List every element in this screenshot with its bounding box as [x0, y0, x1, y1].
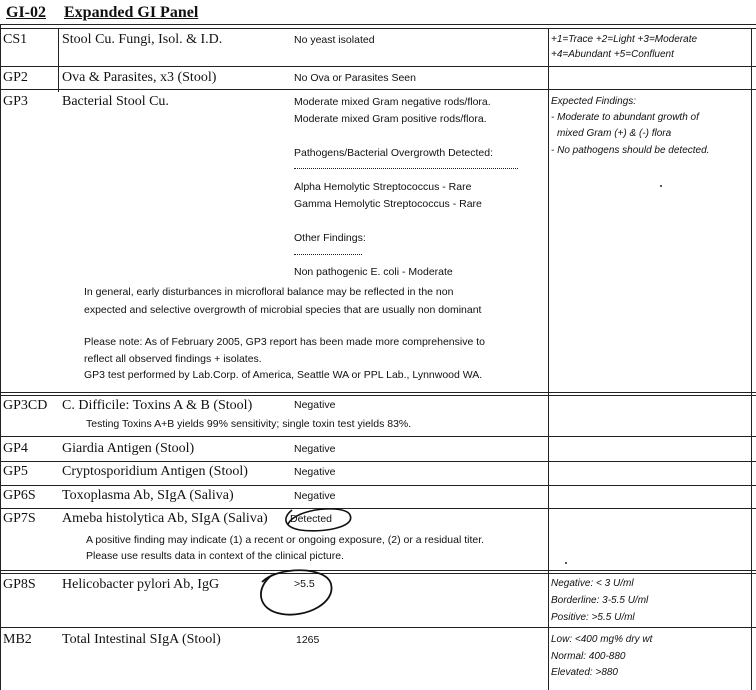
test-name: Helicobacter pylori Ab, IgG [62, 577, 220, 592]
scan-speck [565, 562, 567, 564]
note-line: Testing Toxins A+B yields 99% sensitivity; single toxin test yields 83%. [86, 418, 412, 430]
reference-line: +1=Trace +2=Light +3=Moderate [551, 34, 698, 45]
result-line: Alpha Hemolytic Streptococcus - Rare [294, 181, 472, 193]
test-code: GP3CD [3, 398, 48, 413]
reference-line: - Moderate to abundant growth of [551, 112, 699, 123]
test-result: Detected [290, 513, 333, 525]
note-line: Please use results data in context of the clinical picture. [86, 550, 344, 562]
test-result: >5.5 [294, 578, 315, 590]
reference-line: Borderline: 3-5.5 U/ml [551, 595, 649, 606]
test-code: GP5 [3, 464, 28, 479]
note-line: expected and selective overgrowth of microbial species that are usually non dominant [84, 304, 482, 316]
test-result: Negative [294, 466, 336, 478]
result-line: Other Findings: [294, 232, 366, 244]
test-result: 1265 [296, 634, 320, 646]
test-code: GP2 [3, 70, 28, 85]
note-line: A positive finding may indicate (1) a recent or ongoing exposure, (2) or a residual titer. [86, 534, 485, 546]
result-line: Pathogens/Bacterial Overgrowth Detected: [294, 147, 494, 159]
test-code: MB2 [3, 632, 32, 647]
test-result: No yeast isolated [294, 34, 375, 46]
test-name: Bacterial Stool Cu. [62, 94, 169, 109]
reference-line: Low: <400 mg% dry wt [551, 634, 653, 645]
reference-line: Negative: < 3 U/ml [551, 578, 634, 589]
reference-line: +4=Abundant +5=Confluent [551, 49, 674, 60]
test-name: C. Difficile: Toxins A & B (Stool) [62, 398, 253, 413]
result-line: Gamma Hemolytic Streptococcus - Rare [294, 198, 482, 210]
test-code: GP6S [3, 488, 36, 503]
test-result: No Ova or Parasites Seen [294, 72, 416, 84]
test-name: Giardia Antigen (Stool) [62, 441, 195, 456]
note-line: Please note: As of February 2005, GP3 report has been made more comprehensive to [84, 336, 485, 348]
test-result: Negative [294, 399, 336, 411]
result-line: Moderate mixed Gram negative rods/flora. [294, 96, 491, 108]
note-line: reflect all observed findings + isolates. [84, 353, 262, 365]
note-line: GP3 test performed by Lab.Corp. of America, Seattle WA or PPL Lab., Lynnwood WA. [84, 369, 483, 381]
result-line: Non pathogenic E. coli - Moderate [294, 266, 453, 278]
reference-line: Elevated: >880 [551, 667, 618, 678]
reference-line: Normal: 400-880 [551, 651, 626, 662]
test-code: GP4 [3, 441, 28, 456]
panel-code: GI-02 [6, 4, 46, 21]
reference-line: mixed Gram (+) & (-) flora [557, 128, 672, 139]
test-code: GP8S [3, 577, 36, 592]
test-code: GP3 [3, 94, 28, 109]
dotted-rule [294, 168, 518, 169]
test-name: Toxoplasma Ab, SIgA (Saliva) [62, 488, 234, 503]
reference-line: - No pathogens should be detected. [551, 145, 710, 156]
test-name: Cryptosporidium Antigen (Stool) [62, 464, 248, 479]
result-line: Moderate mixed Gram positive rods/flora. [294, 113, 487, 125]
test-name: Total Intestinal SIgA (Stool) [62, 632, 221, 647]
panel-title: Expanded GI Panel [64, 4, 199, 21]
note-line: In general, early disturbances in microfloral balance may be reflected in the non [84, 286, 454, 298]
scan-speck [660, 185, 662, 187]
dotted-rule [294, 254, 362, 255]
test-name: Ova & Parasites, x3 (Stool) [62, 70, 217, 85]
test-code: GP7S [3, 511, 36, 526]
reference-line: Expected Findings: [551, 96, 637, 107]
test-name: Ameba histolytica Ab, SIgA (Saliva) [62, 511, 268, 526]
test-result: Negative [294, 490, 336, 502]
test-name: Stool Cu. Fungi, Isol. & I.D. [62, 32, 223, 47]
test-result: Negative [294, 443, 336, 455]
test-code: CS1 [3, 32, 28, 47]
reference-line: Positive: >5.5 U/ml [551, 612, 635, 623]
circle-mark-result [261, 570, 332, 614]
